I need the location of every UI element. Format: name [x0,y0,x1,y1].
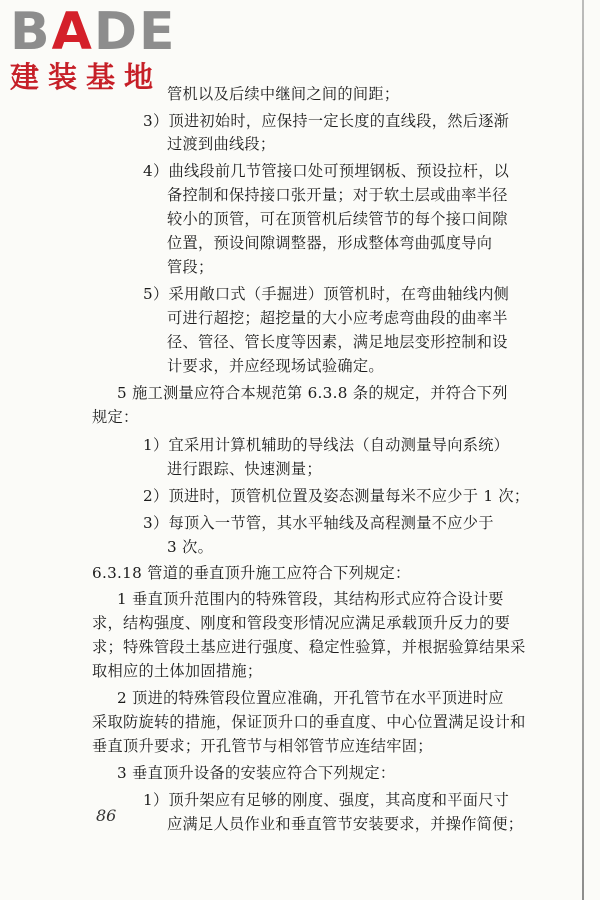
text-line-13: 5 施工测量应符合本规范第 6.3.8 条的规定，并符合下列 [117,384,508,402]
page-number: 86 [96,806,117,825]
text-line-5: 备控制和保持接口张开量；对于软土层或曲率半径 [167,186,508,204]
text-line-16: 进行跟踪、快速测量； [167,460,322,478]
text-line-3: 过渡到曲线段； [167,135,276,153]
text-line-29: 1）顶升架应有足够的刚度、强度，其高度和平面尺寸 [143,791,510,809]
text-line-28: 3 垂直顶升设备的安装应符合下列规定： [117,764,396,782]
text-line-9: 5）采用敞口式（手掘进）顶管机时，在弯曲轴线内侧 [143,285,510,303]
text-line-14: 规定： [92,408,139,426]
bade-logo [6,2,177,96]
text-line-23: 求；特殊管段土基应进行强度、稳定性验算，并根据验算结果采 [92,638,526,656]
text-line-4: 4）曲线段前几节管接口处可预埋钢板、预设拉杆，以 [143,162,510,180]
text-line-12: 计要求，并应经现场试验确定。 [167,357,384,375]
text-line-18: 3）每顶入一节管，其水平轴线及高程测量不应少于 [143,514,494,532]
text-line-25: 2 顶进的特殊管段位置应准确，开孔管节在水平顶进时应 [117,689,504,707]
text-line-20: 6.3.18 管道的垂直顶升施工应符合下列规定： [92,564,411,582]
text-line-11: 径、管径、管长度等因素，满足地层变形控制和设 [167,333,508,351]
text-line-21: 1 垂直顶升范围内的特殊管段，其结构形式应符合设计要 [117,590,504,608]
text-line-15: 1）宜采用计算机辅助的导线法（自动测量导向系统） [143,436,510,454]
text-line-2: 3）顶进初始时，应保持一定长度的直线段，然后逐渐 [143,112,510,130]
page-edge-shadow [582,0,584,900]
text-line-17: 2）顶进时，顶管机位置及姿态测量每米不应少于 1 次； [143,487,530,505]
text-line-24: 取相应的土体加固措施； [92,662,263,680]
text-line-1: 管机以及后续中继间之间的间距； [167,85,400,103]
text-line-6: 较小的顶管，可在顶管机后续管节的每个接口间隙 [167,210,508,228]
text-line-30: 应满足人员作业和垂直管节安装要求，并操作简便； [167,815,524,833]
logo-subtitle: 建装基地 [10,60,163,94]
text-line-19: 3 次。 [167,538,214,556]
text-line-26: 采取防旋转的措施，保证顶升口的垂直度、中心位置满足设计和 [92,713,526,731]
text-line-10: 可进行超挖；超挖量的大小应考虑弯曲段的曲率半 [167,309,508,327]
text-line-27: 垂直顶升要求；开孔管节与相邻管节应连结牢固； [92,737,433,755]
text-line-7: 位置，预设间隙调整器，形成整体弯曲弧度导向 [167,234,493,252]
text-line-8: 管段； [167,258,214,276]
text-line-22: 求，结构强度、刚度和管段变形情况应满足承载顶升反力的要 [92,614,511,632]
logo-wordmark: BADE [10,2,177,62]
